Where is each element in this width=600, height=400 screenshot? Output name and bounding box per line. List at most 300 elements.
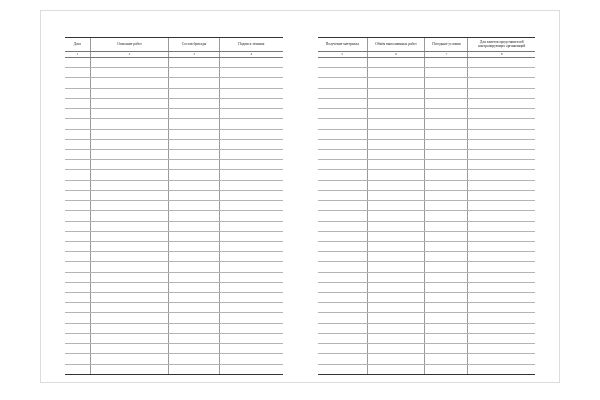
table-cell <box>468 333 535 343</box>
table-row <box>65 170 283 180</box>
table-cell <box>367 98 425 108</box>
table-cell <box>219 252 283 262</box>
table-row <box>318 109 535 119</box>
left-table-body <box>65 58 283 375</box>
column-header-weather: Погодные условия <box>425 38 468 52</box>
table-cell <box>367 190 425 200</box>
column-number-2: 2 <box>90 52 169 58</box>
table-cell <box>318 211 367 221</box>
table-cell <box>219 139 283 149</box>
table-row <box>318 211 535 221</box>
column-header-material-receipt: Получение материала <box>318 38 367 52</box>
table-cell <box>65 160 90 170</box>
table-cell <box>367 262 425 272</box>
table-cell <box>367 129 425 139</box>
table-cell <box>367 88 425 98</box>
column-number-6: 6 <box>367 52 425 58</box>
table-cell <box>318 201 367 211</box>
table-cell <box>468 323 535 333</box>
table-cell <box>169 231 219 241</box>
table-cell <box>318 139 367 149</box>
table-row <box>318 170 535 180</box>
table-cell <box>90 201 169 211</box>
table-cell <box>468 262 535 272</box>
table-cell <box>425 364 468 374</box>
table-cell <box>219 262 283 272</box>
table-cell <box>318 262 367 272</box>
table-cell <box>468 58 535 68</box>
table-cell <box>65 323 90 333</box>
table-cell <box>169 88 219 98</box>
table-cell <box>169 364 219 374</box>
table-cell <box>219 272 283 282</box>
table-cell <box>425 139 468 149</box>
table-row <box>65 160 283 170</box>
table-cell <box>468 139 535 149</box>
table-row <box>65 252 283 262</box>
table-cell <box>219 109 283 119</box>
table-cell <box>219 68 283 78</box>
table-row <box>65 272 283 282</box>
table-cell <box>425 190 468 200</box>
table-cell <box>318 58 367 68</box>
table-cell <box>169 58 219 68</box>
table-cell <box>468 344 535 354</box>
left-page <box>65 37 283 375</box>
table-cell <box>65 231 90 241</box>
table-cell <box>468 78 535 88</box>
table-row <box>65 221 283 231</box>
table-row <box>65 68 283 78</box>
table-cell <box>219 231 283 241</box>
table-cell <box>318 333 367 343</box>
table-row <box>318 129 535 139</box>
table-cell <box>169 344 219 354</box>
table-cell <box>425 344 468 354</box>
table-cell <box>425 221 468 231</box>
table-cell <box>468 354 535 364</box>
table-cell <box>468 211 535 221</box>
table-cell <box>90 88 169 98</box>
left-log-table <box>65 37 283 375</box>
table-cell <box>468 282 535 292</box>
table-cell <box>90 303 169 313</box>
table-cell <box>90 333 169 343</box>
table-cell <box>318 241 367 251</box>
table-cell <box>318 129 367 139</box>
table-row <box>318 68 535 78</box>
table-cell <box>318 98 367 108</box>
table-cell <box>169 139 219 149</box>
table-cell <box>318 364 367 374</box>
table-cell <box>318 190 367 200</box>
right-page <box>318 37 535 375</box>
table-cell <box>367 272 425 282</box>
table-cell <box>367 231 425 241</box>
table-cell <box>90 252 169 262</box>
table-cell <box>90 180 169 190</box>
table-cell <box>90 323 169 333</box>
table-cell <box>468 109 535 119</box>
table-cell <box>468 364 535 374</box>
table-row <box>318 149 535 159</box>
table-row <box>65 180 283 190</box>
column-number-4: 4 <box>219 52 283 58</box>
table-cell <box>318 303 367 313</box>
table-cell <box>90 282 169 292</box>
table-cell <box>425 231 468 241</box>
table-cell <box>65 58 90 68</box>
table-cell <box>65 139 90 149</box>
table-cell <box>318 293 367 303</box>
journal-spread <box>40 10 560 383</box>
table-row <box>65 109 283 119</box>
table-row <box>65 211 283 221</box>
table-row <box>318 313 535 323</box>
table-cell <box>367 58 425 68</box>
table-cell <box>367 323 425 333</box>
table-cell <box>318 323 367 333</box>
table-cell <box>468 160 535 170</box>
table-cell <box>65 211 90 221</box>
table-cell <box>65 98 90 108</box>
table-cell <box>367 139 425 149</box>
table-cell <box>90 344 169 354</box>
table-cell <box>169 262 219 272</box>
table-cell <box>90 98 169 108</box>
table-row <box>65 293 283 303</box>
table-row <box>65 262 283 272</box>
table-cell <box>169 241 219 251</box>
table-row <box>65 119 283 129</box>
table-cell <box>219 149 283 159</box>
table-cell <box>425 78 468 88</box>
table-cell <box>169 68 219 78</box>
table-cell <box>90 241 169 251</box>
table-cell <box>468 252 535 262</box>
table-cell <box>367 149 425 159</box>
table-cell <box>90 68 169 78</box>
table-cell <box>425 262 468 272</box>
table-cell <box>90 149 169 159</box>
table-cell <box>219 303 283 313</box>
table-cell <box>65 282 90 292</box>
table-cell <box>425 333 468 343</box>
table-row <box>65 58 283 68</box>
table-row <box>318 303 535 313</box>
table-row <box>65 149 283 159</box>
table-cell <box>468 129 535 139</box>
table-cell <box>169 313 219 323</box>
table-cell <box>468 98 535 108</box>
table-cell <box>65 241 90 251</box>
table-cell <box>367 313 425 323</box>
column-header-work-description: Описание работ <box>90 38 169 52</box>
table-cell <box>219 344 283 354</box>
table-cell <box>318 282 367 292</box>
table-cell <box>219 129 283 139</box>
table-cell <box>169 190 219 200</box>
table-cell <box>468 313 535 323</box>
table-row <box>318 221 535 231</box>
table-cell <box>219 180 283 190</box>
table-cell <box>425 241 468 251</box>
table-cell <box>425 252 468 262</box>
table-cell <box>468 201 535 211</box>
table-cell <box>318 313 367 323</box>
table-cell <box>425 303 468 313</box>
table-cell <box>367 333 425 343</box>
table-cell <box>468 180 535 190</box>
table-cell <box>468 293 535 303</box>
right-log-table <box>318 37 535 375</box>
table-cell <box>318 231 367 241</box>
table-cell <box>425 119 468 129</box>
table-cell <box>367 344 425 354</box>
table-cell <box>468 303 535 313</box>
table-cell <box>90 109 169 119</box>
table-row <box>65 88 283 98</box>
table-cell <box>219 119 283 129</box>
table-cell <box>65 88 90 98</box>
table-cell <box>367 160 425 170</box>
table-cell <box>219 211 283 221</box>
table-cell <box>425 354 468 364</box>
table-row <box>318 252 535 262</box>
table-cell <box>425 282 468 292</box>
table-cell <box>169 293 219 303</box>
table-cell <box>219 98 283 108</box>
table-cell <box>65 119 90 129</box>
column-number-5: 5 <box>318 52 367 58</box>
table-cell <box>219 282 283 292</box>
table-cell <box>318 160 367 170</box>
table-row <box>318 333 535 343</box>
table-cell <box>367 252 425 262</box>
table-cell <box>169 272 219 282</box>
table-row <box>65 364 283 374</box>
table-cell <box>425 129 468 139</box>
table-cell <box>367 180 425 190</box>
table-cell <box>219 190 283 200</box>
column-header-technician-signature: Подпись техника <box>219 38 283 52</box>
table-cell <box>90 58 169 68</box>
table-cell <box>169 211 219 221</box>
table-cell <box>318 119 367 129</box>
table-row <box>318 344 535 354</box>
table-cell <box>169 160 219 170</box>
table-cell <box>367 109 425 119</box>
table-cell <box>65 170 90 180</box>
table-cell <box>65 272 90 282</box>
table-cell <box>219 333 283 343</box>
table-cell <box>90 231 169 241</box>
table-row <box>65 313 283 323</box>
column-number-3: 3 <box>169 52 219 58</box>
table-cell <box>468 119 535 129</box>
table-row <box>65 344 283 354</box>
table-cell <box>169 78 219 88</box>
table-cell <box>65 333 90 343</box>
table-cell <box>468 272 535 282</box>
column-number-7: 7 <box>425 52 468 58</box>
table-cell <box>425 272 468 282</box>
table-cell <box>425 313 468 323</box>
table-cell <box>90 78 169 88</box>
table-cell <box>90 262 169 272</box>
table-row <box>318 139 535 149</box>
table-cell <box>65 354 90 364</box>
table-cell <box>90 211 169 221</box>
table-cell <box>90 190 169 200</box>
table-row <box>318 323 535 333</box>
table-cell <box>367 293 425 303</box>
table-row <box>65 354 283 364</box>
column-header-inspector-notes: Для заметок представителей контролирующих организаций <box>468 38 535 52</box>
table-cell <box>65 190 90 200</box>
table-cell <box>468 241 535 251</box>
column-number-8: 8 <box>468 52 535 58</box>
table-cell <box>367 241 425 251</box>
table-cell <box>90 160 169 170</box>
table-row <box>318 58 535 68</box>
table-cell <box>65 313 90 323</box>
table-row <box>318 262 535 272</box>
table-row <box>318 201 535 211</box>
table-row <box>318 241 535 251</box>
table-cell <box>367 303 425 313</box>
table-cell <box>425 58 468 68</box>
table-cell <box>367 221 425 231</box>
table-cell <box>65 221 90 231</box>
table-row <box>65 241 283 251</box>
table-cell <box>169 109 219 119</box>
table-cell <box>169 149 219 159</box>
table-cell <box>468 68 535 78</box>
table-row <box>318 180 535 190</box>
table-cell <box>90 221 169 231</box>
table-cell <box>90 272 169 282</box>
table-cell <box>318 88 367 98</box>
column-number-1: 1 <box>65 52 90 58</box>
table-row <box>318 190 535 200</box>
table-cell <box>425 211 468 221</box>
table-cell <box>219 323 283 333</box>
table-cell <box>169 323 219 333</box>
table-cell <box>425 109 468 119</box>
column-header-crew: Состав бригады <box>169 38 219 52</box>
table-cell <box>90 139 169 149</box>
table-cell <box>318 221 367 231</box>
table-cell <box>219 221 283 231</box>
right-table-body <box>318 58 535 375</box>
table-cell <box>318 68 367 78</box>
table-cell <box>169 303 219 313</box>
table-row <box>318 88 535 98</box>
table-cell <box>367 170 425 180</box>
table-cell <box>425 149 468 159</box>
table-cell <box>367 201 425 211</box>
table-row <box>65 201 283 211</box>
table-row <box>65 323 283 333</box>
table-cell <box>318 180 367 190</box>
table-cell <box>90 119 169 129</box>
table-cell <box>318 252 367 262</box>
table-cell <box>65 293 90 303</box>
table-cell <box>65 129 90 139</box>
table-cell <box>169 333 219 343</box>
table-cell <box>219 364 283 374</box>
table-cell <box>468 190 535 200</box>
table-row <box>318 354 535 364</box>
table-cell <box>367 282 425 292</box>
table-cell <box>169 282 219 292</box>
table-cell <box>219 88 283 98</box>
table-row <box>318 364 535 374</box>
table-cell <box>169 98 219 108</box>
table-row <box>65 98 283 108</box>
table-cell <box>367 68 425 78</box>
table-cell <box>219 58 283 68</box>
table-cell <box>65 109 90 119</box>
column-header-date: Дата <box>65 38 90 52</box>
table-cell <box>219 354 283 364</box>
table-cell <box>65 180 90 190</box>
table-cell <box>367 211 425 221</box>
table-cell <box>468 88 535 98</box>
table-cell <box>65 68 90 78</box>
table-row <box>318 98 535 108</box>
table-row <box>65 333 283 343</box>
table-cell <box>65 252 90 262</box>
table-row <box>65 303 283 313</box>
table-row <box>318 119 535 129</box>
table-cell <box>318 344 367 354</box>
table-cell <box>219 293 283 303</box>
table-cell <box>425 88 468 98</box>
table-row <box>65 231 283 241</box>
table-cell <box>318 109 367 119</box>
table-cell <box>219 160 283 170</box>
table-cell <box>169 221 219 231</box>
table-row <box>318 282 535 292</box>
table-cell <box>65 344 90 354</box>
table-cell <box>425 68 468 78</box>
table-row <box>318 272 535 282</box>
table-cell <box>318 78 367 88</box>
table-row <box>65 282 283 292</box>
table-cell <box>90 293 169 303</box>
table-cell <box>90 364 169 374</box>
table-cell <box>90 313 169 323</box>
table-row <box>318 160 535 170</box>
table-cell <box>318 354 367 364</box>
table-cell <box>169 129 219 139</box>
table-cell <box>65 303 90 313</box>
table-row <box>65 129 283 139</box>
table-row <box>65 139 283 149</box>
table-cell <box>425 293 468 303</box>
table-cell <box>367 354 425 364</box>
table-cell <box>219 170 283 180</box>
table-cell <box>425 170 468 180</box>
table-cell <box>90 354 169 364</box>
column-header-work-volume: Объём выполненных работ <box>367 38 425 52</box>
table-cell <box>90 170 169 180</box>
table-cell <box>90 129 169 139</box>
table-cell <box>318 149 367 159</box>
table-cell <box>219 78 283 88</box>
